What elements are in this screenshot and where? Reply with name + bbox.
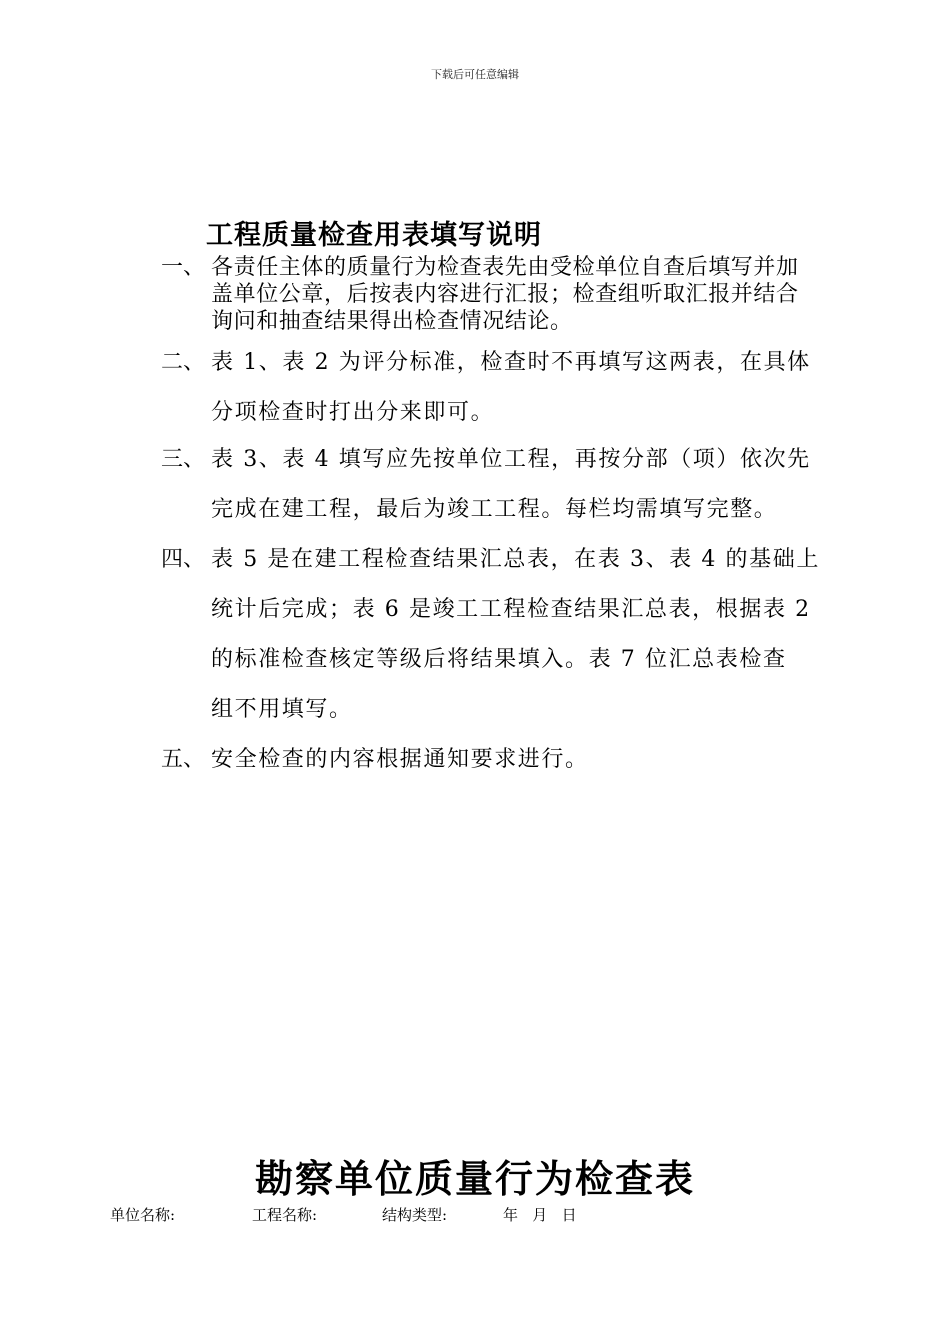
instruction-item-3 (161, 435, 841, 535)
date-label: 年 月 日 (503, 1206, 577, 1224)
item-line: 完成在建工程，最后为竣工工程。每栏均需填写完整。 (211, 497, 778, 522)
item-number: 二、 (161, 350, 206, 375)
item-line: 表 1、表 2 为评分标准，检查时不再填写这两表，在具体 (211, 350, 811, 375)
item-line: 盖单位公章，后按表内容进行汇报；检查组听取汇报并结合 (211, 282, 799, 307)
item-line: 的标准检查核定等级后将结果填入。表 7 位汇总表检查 (211, 647, 787, 672)
instruction-item-4 (161, 535, 841, 735)
instruction-item-2 (161, 338, 841, 438)
instruction-item-5 (161, 735, 841, 785)
item-number: 三、 (161, 447, 206, 472)
item-number: 五、 (161, 747, 206, 772)
item-line: 表 5 是在建工程检查结果汇总表，在表 3、表 4 的基础上 (211, 547, 820, 572)
item-line: 安全检查的内容根据通知要求进行。 (211, 747, 589, 772)
item-line: 询问和抽查结果得出检查情况结论。 (211, 309, 573, 334)
header-note: 下载后可任意编辑 (431, 68, 519, 81)
unit-name-label: 单位名称: (110, 1206, 176, 1224)
project-name-label: 工程名称: (252, 1206, 318, 1224)
item-number: 一、 (161, 255, 206, 280)
form-title: 勘察单位质量行为检查表 (254, 1156, 695, 1201)
item-line: 各责任主体的质量行为检查表先由受检单位自查后填写并加 (211, 255, 799, 280)
document-title: 工程质量检查用表填写说明 (206, 220, 542, 251)
structure-type-label: 结构类型: (382, 1206, 448, 1224)
item-line: 表 3、表 4 填写应先按单位工程，再按分部（项）依次先 (211, 447, 811, 472)
item-number: 四、 (161, 547, 206, 572)
instruction-item-1 (161, 254, 841, 335)
item-line: 组不用填写。 (211, 697, 353, 722)
item-line: 分项检查时打出分来即可。 (211, 400, 495, 425)
item-line: 统计后完成；表 6 是竣工工程检查结果汇总表，根据表 2 (211, 597, 811, 622)
